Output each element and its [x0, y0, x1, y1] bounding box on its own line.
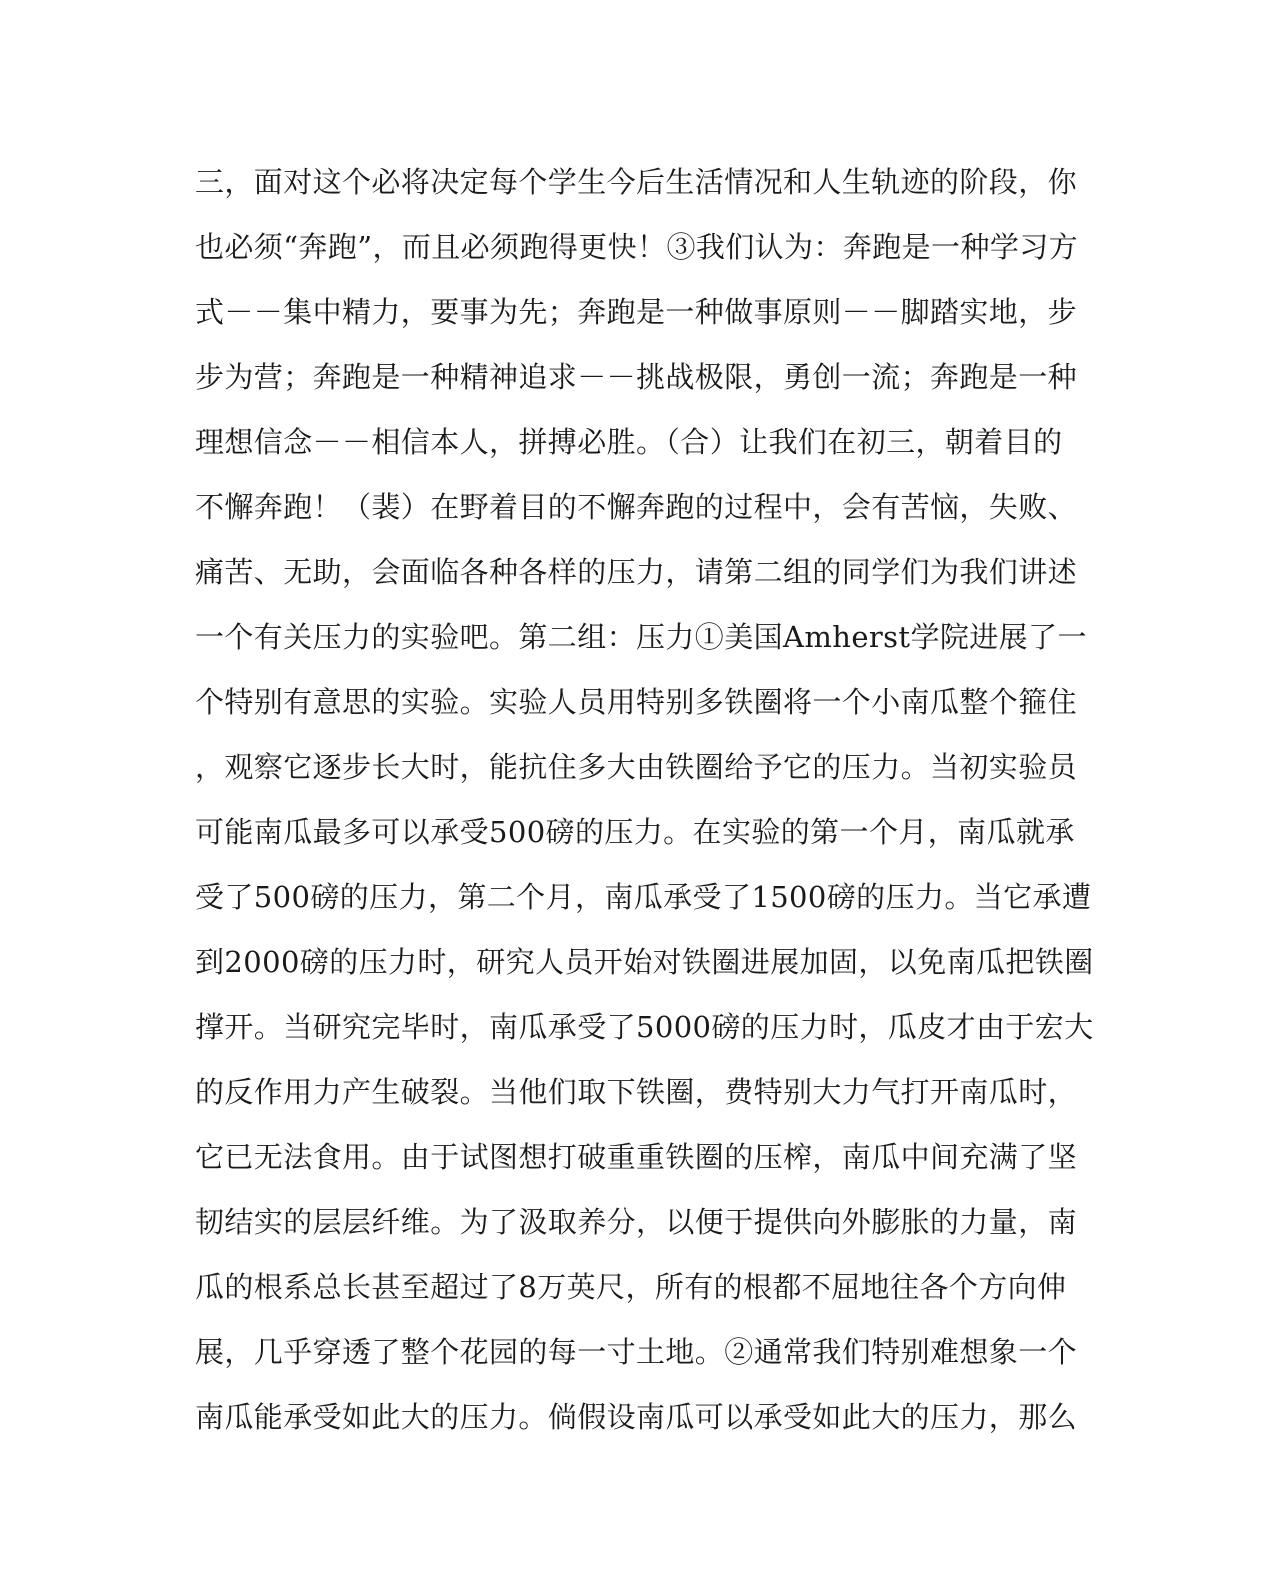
text-line: 韧结实的层层纤维。为了汲取养分，以便于提供向外膨胀的力量，南	[195, 1205, 1078, 1239]
text-line: ，观察它逐步长大时，能抗住多大由铁圈给予它的压力。当初实验员	[195, 750, 1078, 784]
text-line: 它已无法食用。由于试图想打破重重铁圈的压榨，南瓜中间充满了坚	[195, 1140, 1078, 1174]
body-text	[195, 150, 1094, 1450]
text-line: 撑开。当研究完毕时，南瓜承受了5000磅的压力时，瓜皮才由于宏大	[195, 1010, 1094, 1044]
text-line: 一个有关压力的实验吧。第二组：压力①美国Amherst学院进展了一	[195, 620, 1087, 654]
text-line: 步为营；奔跑是一种精神追求－－挑战极限，勇创一流；奔跑是一种	[195, 360, 1078, 394]
text-line: 的反作用力产生破裂。当他们取下铁圈，费特别大力气打开南瓜时，	[195, 1075, 1078, 1109]
text-line: 展，几乎穿透了整个花园的每一寸土地。②通常我们特别难想象一个	[195, 1335, 1078, 1369]
text-line: 南瓜能承受如此大的压力。倘假设南瓜可以承受如此大的压力，那么	[195, 1400, 1078, 1434]
text-line: 痛苦、无助，会面临各种各样的压力，请第二组的同学们为我们讲述	[195, 555, 1078, 589]
text-line: 受了500磅的压力，第二个月，南瓜承受了1500磅的压力。当它承遭	[195, 880, 1092, 914]
text-line: 个特别有意思的实验。实验人员用特别多铁圈将一个小南瓜整个箍住	[195, 685, 1078, 719]
text-line: 三，面对这个必将决定每个学生今后生活情况和人生轨迹的阶段，你	[195, 165, 1078, 199]
text-line: 可能南瓜最多可以承受500磅的压力。在实验的第一个月，南瓜就承	[195, 815, 1075, 849]
text-line: 式－－集中精力，要事为先；奔跑是一种做事原则－－脚踏实地，步	[195, 295, 1078, 329]
text-line: 理想信念－－相信本人，拼搏必胜。（合）让我们在初三，朝着目的	[195, 425, 1063, 459]
text-line: 瓜的根系总长甚至超过了8万英尺，所有的根都不屈地往各个方向伸	[195, 1270, 1067, 1304]
text-line: 不懈奔跑！（裴）在野着目的不懈奔跑的过程中，会有苦恼，失败、	[195, 490, 1078, 524]
text-line: 到2000磅的压力时，研究人员开始对铁圈进展加固，以免南瓜把铁圈	[195, 945, 1094, 979]
text-line: 也必须“奔跑”，而且必须跑得更快！③我们认为：奔跑是一种学习方	[195, 230, 1079, 264]
